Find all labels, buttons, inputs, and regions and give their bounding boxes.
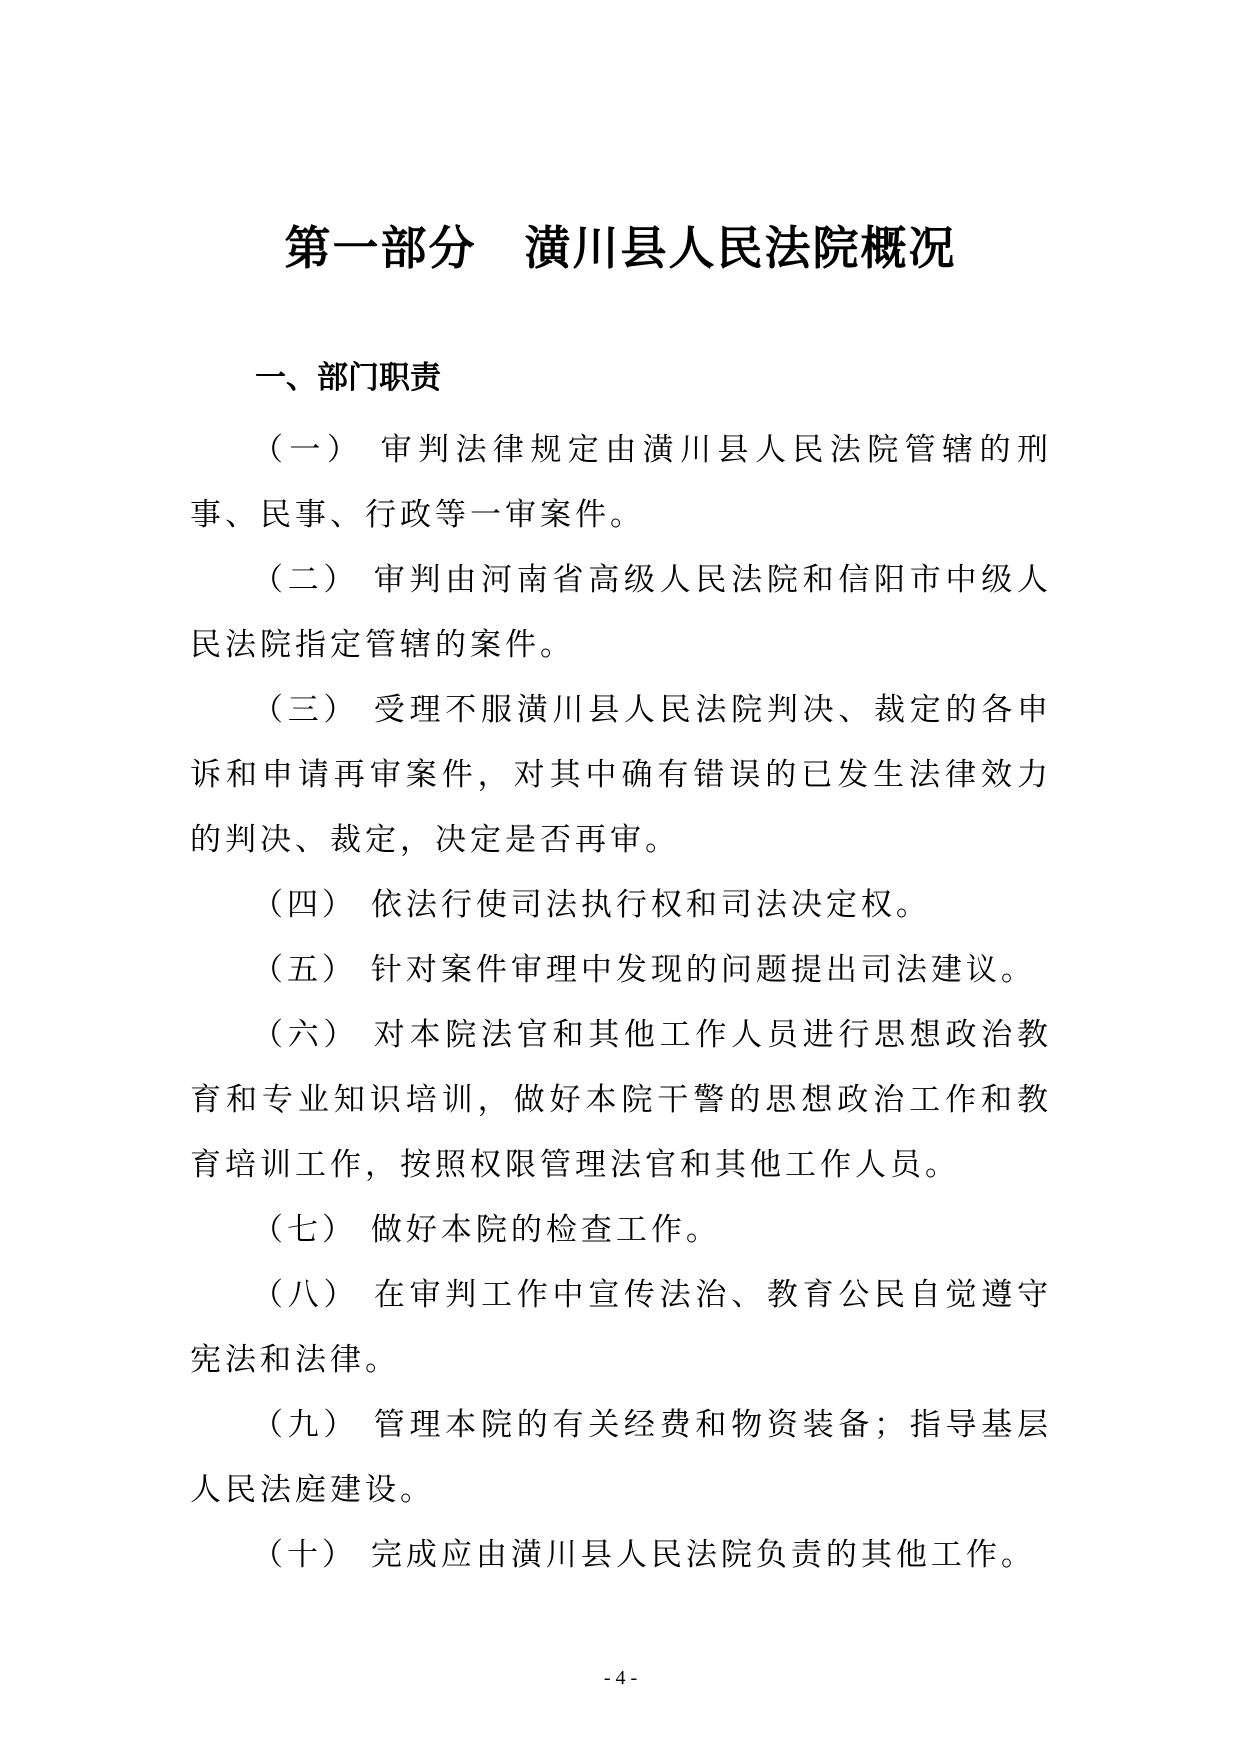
duty-paragraph-3: （三） 受理不服潢川县人民法院判决、裁定的各申诉和申请再审案件，对其中确有错误的已发生法律效力的判决、裁定，决定是否再审。 — [190, 692, 1052, 858]
duty-paragraph-1: （一） 审判法律规定由潢川县人民法院管辖的刑事、民事、行政等一审案件。 — [190, 432, 1052, 533]
page-number: - 4 - — [603, 1667, 638, 1689]
duties-list — [190, 418, 1052, 1588]
duty-paragraph-7: （七） 做好本院的检查工作。 — [252, 1212, 721, 1248]
duty-paragraph-8: （八） 在审判工作中宣传法治、教育公民自觉遵守宪法和法律。 — [190, 1277, 1052, 1378]
duty-paragraph-5: （五） 针对案件审理中发现的问题提出司法建议。 — [252, 952, 1036, 988]
duty-paragraph-10: （十） 完成应由潢川县人民法院负责的其他工作。 — [252, 1537, 1036, 1573]
duty-paragraph-9: （九） 管理本院的有关经费和物资装备；指导基层人民法庭建设。 — [190, 1407, 1052, 1508]
section-heading: 一、部门职责 — [255, 360, 441, 396]
duty-paragraph-6: （六） 对本院法官和其他工作人员进行思想政治教育和专业知识培训，做好本院干警的思想政治工作和教育培训工作，按照权限管理法官和其他工作人员。 — [190, 1017, 1052, 1183]
duty-paragraph-4: （四） 依法行使司法执行权和司法决定权。 — [252, 887, 931, 923]
page-title: 第一部分 潢川县人民法院概况 — [284, 221, 957, 275]
duty-paragraph-2: （二） 审判由河南省高级人民法院和信阳市中级人民法院指定管辖的案件。 — [190, 562, 1052, 663]
